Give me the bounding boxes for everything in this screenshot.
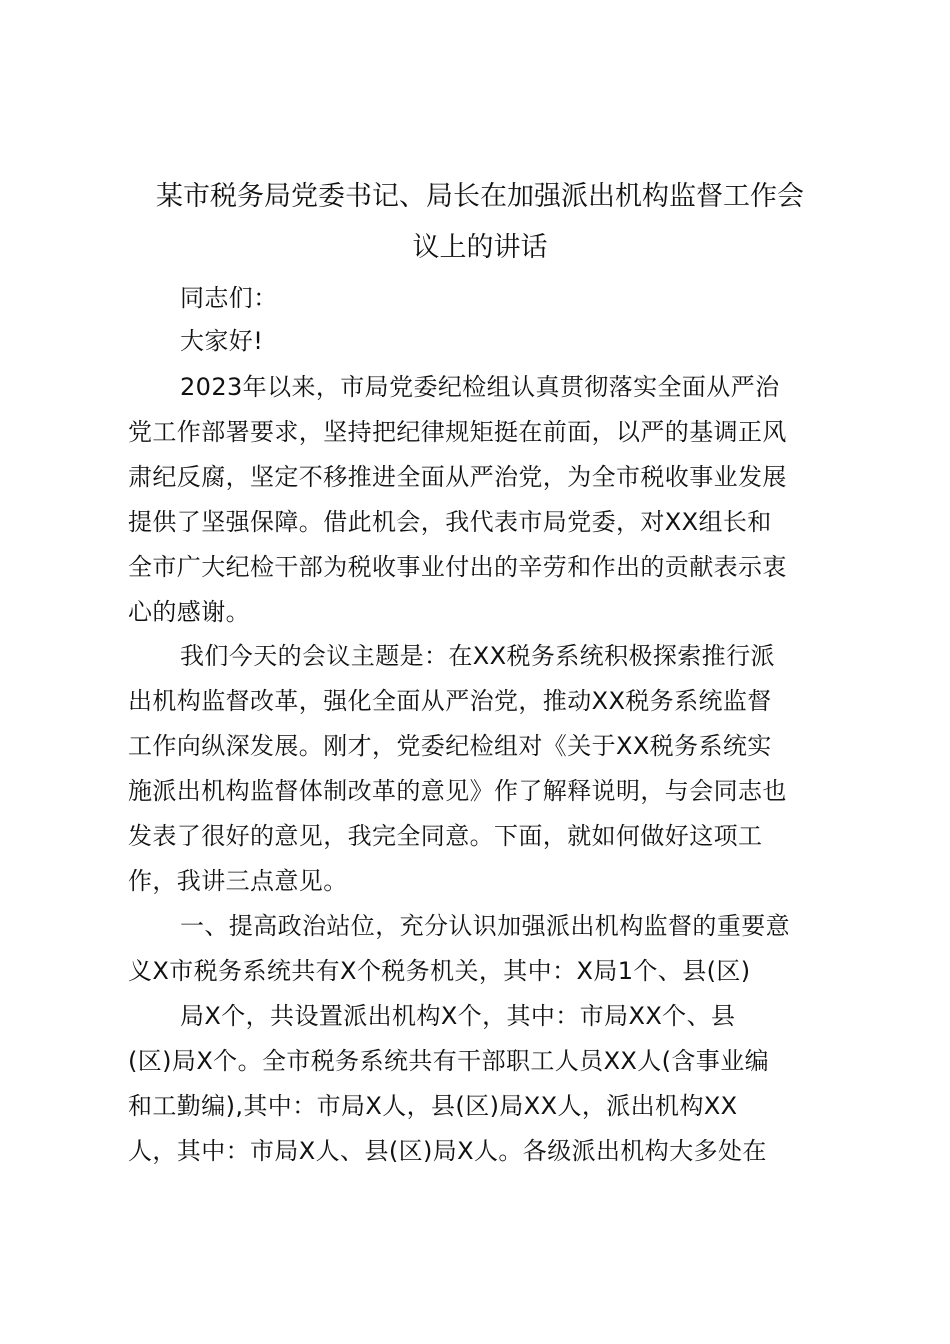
paragraph-line: 施派出机构监督体制改革的意见》作了解释说明，与会同志也 (128, 777, 787, 805)
paragraph-line: 作，我讲三点意见。 (128, 867, 348, 895)
greeting: 大家好! (180, 327, 264, 355)
paragraph-line: 局X个，共设置派出机构X个，其中：市局XX个、县 (180, 1002, 736, 1030)
paragraph-line: 心的感谢。 (128, 598, 250, 626)
paragraph-line: 发表了很好的意见，我完全同意。下面，就如何做好这项工 (128, 822, 763, 850)
paragraph-line: 人，其中：市局X人、县(区)局X人。各级派出机构大多处在 (128, 1137, 767, 1165)
section-heading-line: 义X市税务系统共有X个税务机关，其中：X局1个、县(区) (128, 957, 751, 985)
document-title-line-2: 议上的讲话 (412, 232, 548, 263)
document-title-line-1: 某市税务局党委书记、局长在加强派出机构监督工作会 (156, 181, 804, 212)
paragraph-line: 肃纪反腐，坚定不移推进全面从严治党，为全市税收事业发展 (128, 463, 787, 491)
paragraph-line: 全市广大纪检干部为税收事业付出的辛劳和作出的贡献表示衷 (128, 553, 787, 581)
salutation: 同志们： (180, 284, 278, 312)
paragraph-line: 我们今天的会议主题是：在XX税务系统积极探索推行派 (180, 642, 775, 670)
paragraph-line: 和工勤编),其中：市局X人，县(区)局XX人，派出机构XX (128, 1092, 738, 1120)
paragraph-line: (区)局X个。全市税务系统共有干部职工人员XX人(含事业编 (128, 1047, 770, 1075)
section-heading-line: 一、提高政治站位，充分认识加强派出机构监督的重要意 (180, 912, 790, 940)
paragraph-line: 提供了坚强保障。借此机会，我代表市局党委，对XX组长和 (128, 508, 772, 536)
paragraph-line: 2023年以来，市局党委纪检组认真贯彻落实全面从严治 (180, 373, 780, 401)
paragraph-line: 出机构监督改革，强化全面从严治党，推动XX税务系统监督 (128, 687, 772, 715)
paragraph-line: 工作向纵深发展。刚才，党委纪检组对《关于XX税务系统实 (128, 732, 772, 760)
paragraph-line: 党工作部署要求，坚持把纪律规矩挺在前面，以严的基调正风 (128, 418, 787, 446)
